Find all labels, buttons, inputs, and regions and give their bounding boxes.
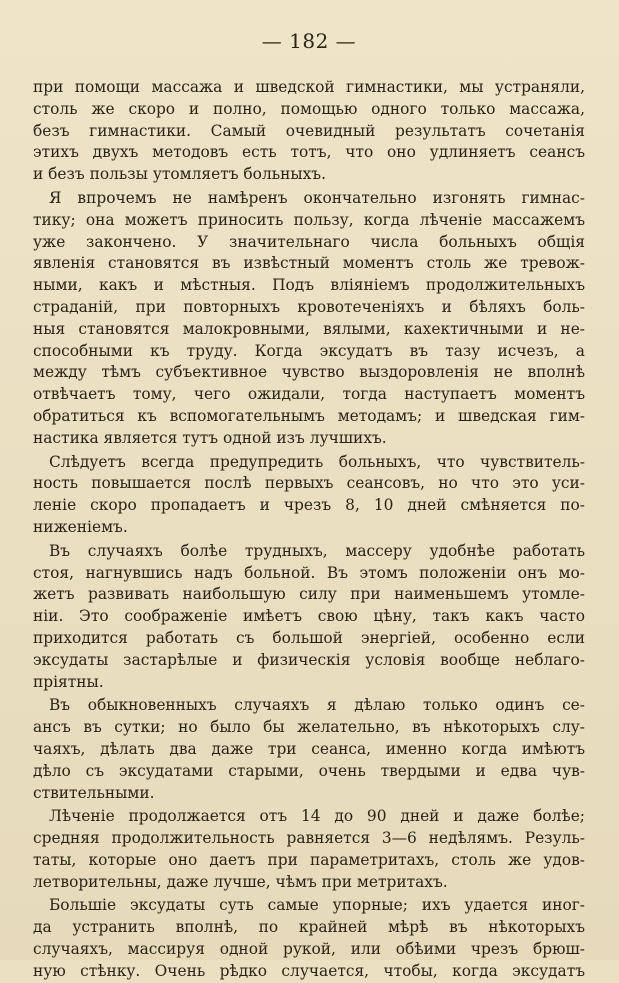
text-line: ность повышается послѣ первыхъ сеансовъ, но что это уси- (33, 474, 585, 493)
text-line: безъ гимнастики. Самый очевидный результатъ сочетанія (33, 121, 585, 140)
text-line: Я впрочемъ не намѣренъ окончательно изгонять гимнас- (49, 188, 585, 207)
text-line: эксудаты застарѣлые и физическія условія вообще неблаго- (33, 650, 585, 669)
page-number: — 182 — (261, 29, 357, 53)
text-line: явленія становятся въ извѣстный моментъ столь же тревож- (33, 254, 585, 273)
text-line: между тѣмъ субъективное чувство выздоровленія не вполнѣ (33, 363, 585, 382)
paragraph (33, 541, 585, 694)
paragraph (33, 806, 585, 893)
text-line: случаяхъ, массируя одной рукой, или обѣими чрезъ брюш- (33, 940, 585, 959)
text-line: ными, какъ и мѣстныя. Подъ вліяніемъ продолжительныхъ (33, 276, 585, 295)
paragraph (33, 77, 585, 186)
text-line: ниженіемъ. (33, 517, 128, 536)
text-line: настика является тутъ одной изъ лучшихъ. (33, 428, 387, 447)
text-line: уже закончено. У значительнаго числа больныхъ общія (33, 232, 585, 251)
text-line: приходится работать съ большой энергіей, особенно если (33, 628, 585, 647)
text-line: да устранить вполнѣ, по крайней мѣрѣ въ нѣкоторыхъ (33, 918, 585, 937)
text-line: при помощи массажа и шведской гимнастики, мы устраняли, (33, 78, 585, 96)
text-line: Въ случаяхъ болѣе трудныхъ, массеру удобнѣе работать (49, 541, 585, 560)
text-line: пріятны. (33, 672, 104, 691)
text-line: ствительными. (33, 783, 155, 802)
text-line: таты, которые оно даетъ при параметритахъ, столь же удов- (33, 850, 585, 869)
text-line: средняя продолжительность равняется 3—6 недѣлямъ. Резуль- (33, 829, 585, 848)
paragraph (33, 188, 585, 450)
text-line: Слѣдуетъ всегда предупредить больныхъ, что чувствитель- (49, 452, 585, 471)
text-line: ніи. Это соображеніе имѣетъ свою цѣну, такъ какъ часто (33, 607, 585, 626)
body-text (33, 77, 585, 983)
text-line: Большіе эксудаты суть самые упорные; ихъ удается иног- (49, 896, 585, 915)
text-line: столь же скоро и полно, помощью одного только массажа, (33, 99, 585, 118)
text-line: обратиться къ вспомогательнымъ методамъ; и шведская гим- (33, 406, 585, 425)
text-line: Лѣченіе продолжается отъ 14 до 90 дней и даже болѣе; (49, 807, 585, 826)
text-line: способными къ труду. Когда эксудатъ въ тазу исчезъ, а (33, 341, 585, 360)
text-line: ную стѣнку. Очень рѣдко случается, чтобы, когда эксудатъ (33, 961, 585, 980)
paragraph (33, 895, 585, 982)
text-line: леніе скоро пропадаетъ и чрезъ 8, 10 дней смѣняется по- (33, 496, 585, 515)
text-line: ансъ въ сутки; но было бы желательно, въ нѣкоторыхъ слу- (33, 718, 585, 737)
paragraph (33, 695, 585, 804)
text-line: отвѣчаетъ тому, чего ожидали, тогда наступаетъ моментъ (33, 385, 585, 404)
text-line: жетъ развивать наибольшую силу при наименьшемъ утомле- (33, 585, 585, 604)
text-line: чаяхъ, дѣлать два даже три сеанса, именно когда имѣютъ (33, 739, 585, 758)
text-line: ныя становятся малокровными, вялыми, кахектичными и не- (33, 319, 585, 338)
text-line: и безъ пользы утомляетъ больныхъ. (33, 165, 326, 184)
text-line: этихъ двухъ методовъ есть тотъ, что оно удлиняетъ сеансъ (33, 143, 585, 162)
text-line: Въ обыкновенныхъ случаяхъ я дѣлаю только одинъ се- (49, 696, 585, 715)
text-line: тику; она можетъ приносить пользу, когда лѣченіе массажемъ (33, 210, 585, 229)
paragraph (33, 452, 585, 539)
text-line: летворительны, даже лучше, чѣмъ при метритахъ. (33, 872, 448, 891)
text-line: стоя, нагнувшись надъ больной. Въ этомъ положеніи онъ мо- (33, 563, 585, 582)
text-line: дѣло съ эксудатами старыми, очень твердыми и едва чув- (33, 761, 585, 780)
text-line: страданій, при повторныхъ кровотеченіяхъ и бѣляхъ боль- (33, 297, 585, 316)
